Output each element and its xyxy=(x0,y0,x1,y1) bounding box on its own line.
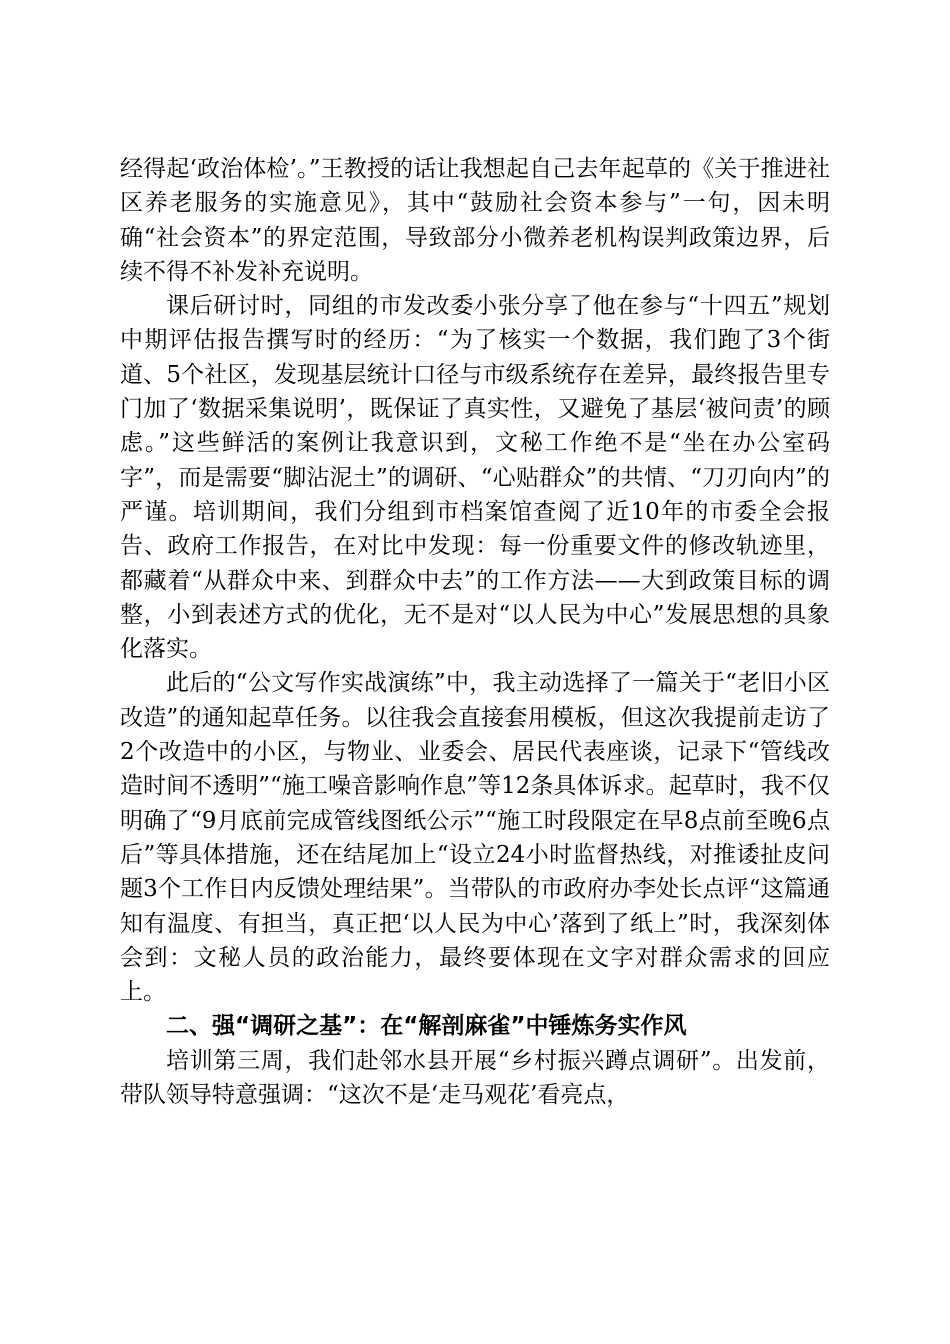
paragraph-writing-exercise: 此后的“公文写作实战演练”中，我主动选择了一篇关于“老旧小区改造”的通知起草任务。以往我会直接套用模板，但这次我提前走访了2个改造中的小区，与物业、业委会、居民代表座谈，记录下“管线改造时间不透明”“施工噪音影响作息”等12条具体诉求。起草时，我不仅明确了“9月底前完成管线图纸公示”“施工时段限定在早8点前至晚6点后”等具体措施，还在结尾加上“设立24小时监督热线，对推诿扯皮问题3个工作日内反馈处理结果”。当带队的市政府办李处长点评“这篇通知有温度、有担当，真正把‘以人民为中心’落到了纸上”时，我深刻体会到：文秘人员的政治能力，最终要体现在文字对群众需求的回应上。 xyxy=(120,670,830,1006)
paragraph-field-research: 培训第三周，我们赴邻水县开展“乡村振兴蹲点调研”。出发前，带队领导特意强调：“这次不是‘走马观花’看亮点， xyxy=(120,1047,830,1109)
paragraph-seminar-discussion: 课后研讨时，同组的市发改委小张分享了他在参与“十四五”规划中期评估报告撰写时的经历：“为了核实一个数据，我们跑了3个街道、5个社区，发现基层统计口径与市级系统存在差异，最终报告里专门加了‘数据采集说明’，既保证了真实性，又避免了基层‘被问责’的顾虑。”这些鲜活的案例让我意识到，文秘工作绝不是“坐在办公室码字”，而是需要“脚沾泥土”的调研、“心贴群众”的共情、“刀刃向内”的严谨。培训期间，我们分组到市档案馆查阅了近10年的市委全会报告、政府工作报告，在对比中发现：每一份重要文件的修改轨迹里，都藏着“从群众中来、到群众中去”的工作方法——大到政策目标的调整，小到表述方式的优化，无不是对“以人民为中心”发展思想的具象化落实。 xyxy=(120,293,830,663)
paragraph-continuation: 经得起‘政治体检’。”王教授的话让我想起自己去年起草的《关于推进社区养老服务的实施意见》，其中“鼓励社会资本参与”一句，因未明确“社会资本”的界定范围，导致部分小微养老机构误判政策边界，后续不得不补发补充说明。 xyxy=(120,156,830,285)
document-body xyxy=(120,152,830,1112)
section-heading: 二、强“调研之基”：在“解剖麻雀”中锤炼务实作风 xyxy=(166,1013,687,1040)
